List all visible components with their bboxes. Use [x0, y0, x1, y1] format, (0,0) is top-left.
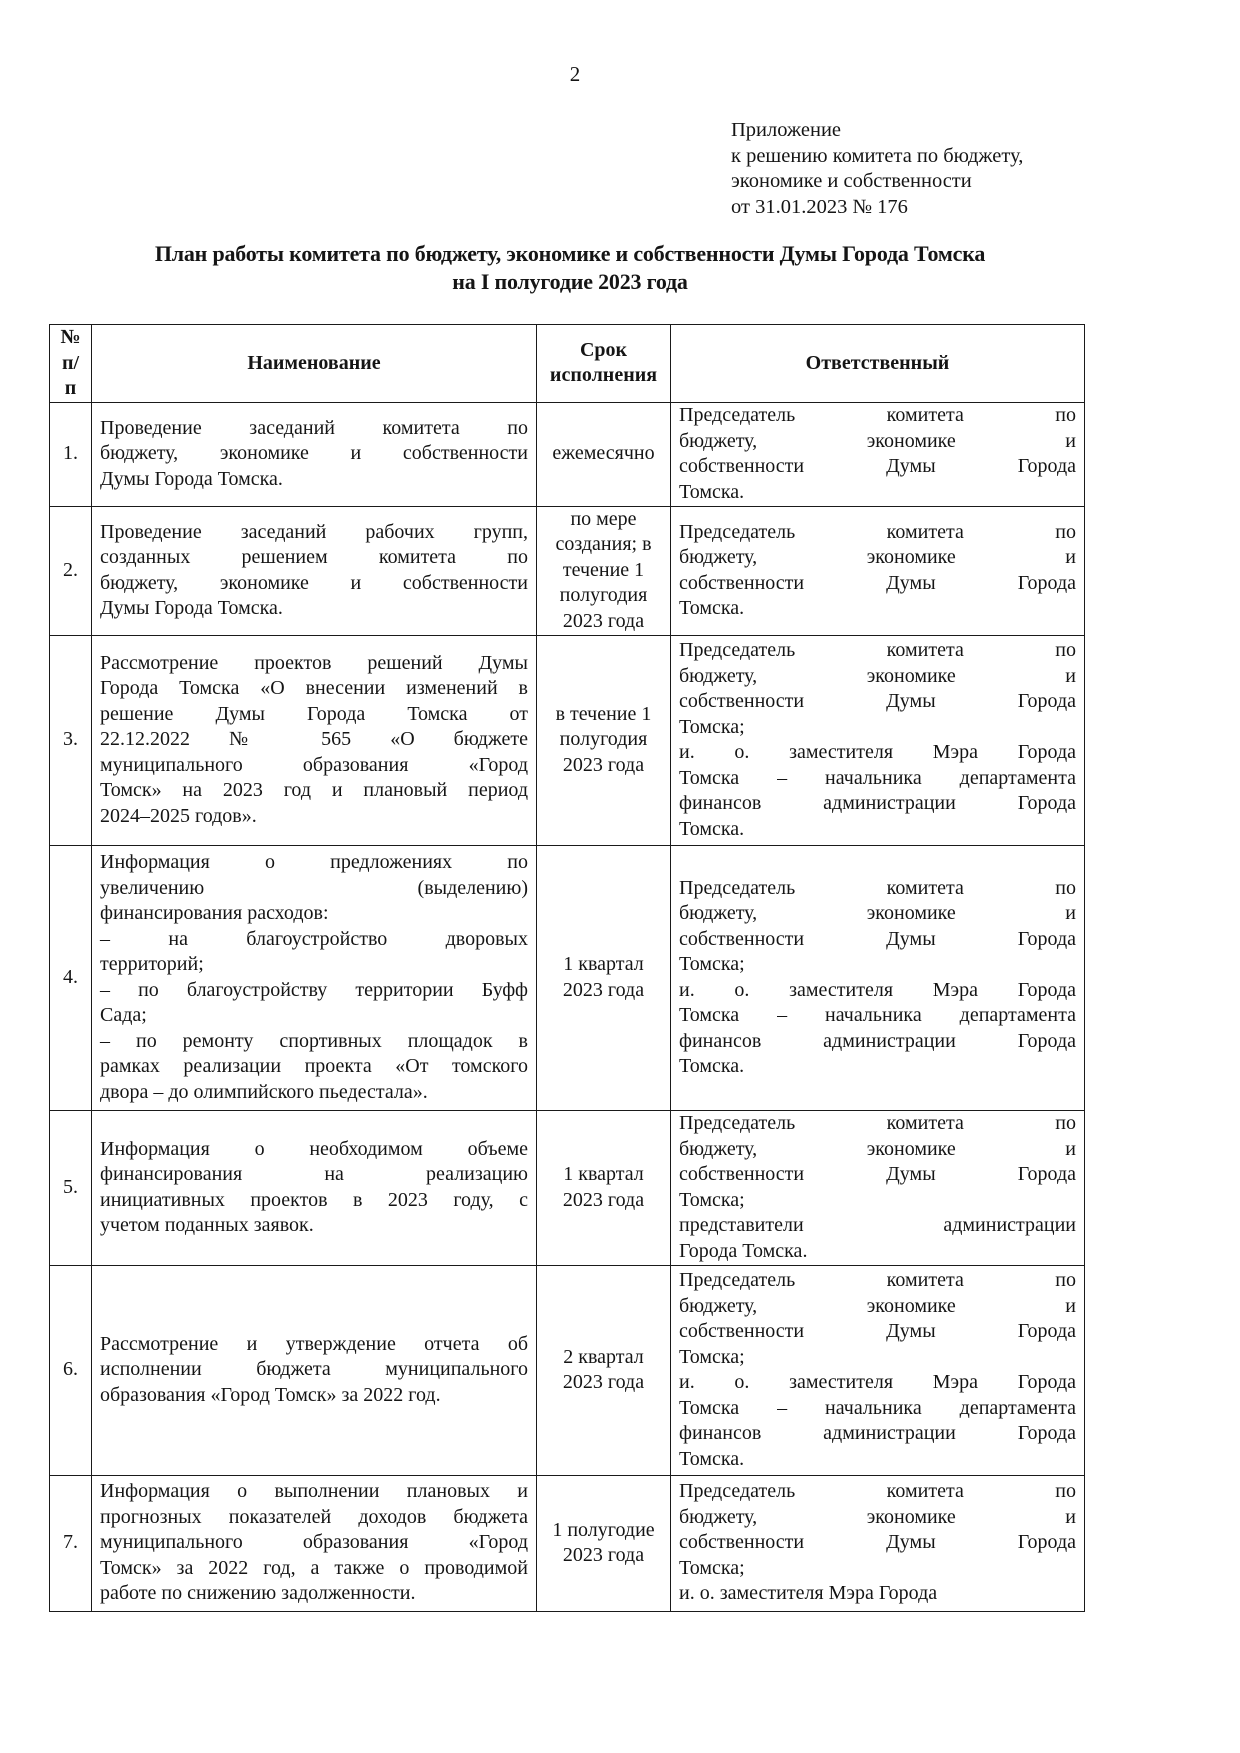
row-responsible-line: Города Томска. — [679, 1239, 808, 1262]
table-row — [50, 506, 1085, 635]
row-name-line: Думы Города Томска. — [100, 597, 283, 619]
row-term-line: по мере — [570, 507, 637, 530]
row-term-line: 1 квартал — [563, 953, 644, 975]
table-row — [50, 635, 1085, 845]
row-name-line: Рассмотрение проектов решений Думы — [100, 651, 528, 674]
work-plan-table — [49, 324, 1085, 1612]
row-term-line: 2023 года — [562, 753, 645, 776]
appendix-line: от 31.01.2023 № 176 — [731, 195, 908, 218]
row-number: 6. — [50, 1265, 92, 1475]
row-number: 2. — [50, 506, 92, 635]
row-name-line: инициативных проектов в 2023 году, с — [100, 1188, 528, 1211]
row-responsible-line: собственности Думы Города — [679, 455, 1076, 477]
row-responsible-line: Томска; — [679, 1188, 745, 1211]
row-name — [92, 1110, 537, 1265]
row-name — [92, 1475, 537, 1611]
row-name-line: работе по снижению задолженности. — [100, 1582, 416, 1605]
page-number: 2 — [569, 62, 581, 86]
row-responsible-line: Председатель комитета по — [679, 1269, 1076, 1291]
row-responsible-line: собственности Думы Города — [679, 1163, 1076, 1185]
row-responsible-line: Томска; — [679, 1556, 745, 1579]
row-name-line: прогнозных показателей доходов бюджета — [100, 1505, 528, 1528]
appendix-line: Приложение — [731, 119, 842, 141]
row-responsible — [671, 1475, 1085, 1611]
row-term-line: течение 1 — [562, 558, 645, 581]
table-row — [50, 1475, 1085, 1611]
row-name-line: Информация о предложениях по — [100, 851, 528, 873]
row-name-line: Города Томска «О внесении изменений в — [100, 677, 528, 700]
row-responsible-line: и. о. заместителя Мэра Города — [679, 978, 1076, 1001]
document-title — [40, 240, 1100, 296]
row-responsible-line: Томска. — [679, 1447, 745, 1470]
row-term — [537, 1265, 671, 1475]
row-responsible-line: бюджету, экономике и — [679, 902, 1076, 924]
row-responsible-line: Председатель комитета по — [679, 404, 1076, 426]
row-name-line: финансирования расходов: — [100, 902, 329, 924]
appendix-block — [731, 118, 1023, 220]
row-responsible-line: Томска. — [679, 817, 745, 840]
header-number — [50, 325, 92, 403]
row-name-line: увеличению (выделению) — [100, 876, 528, 899]
row-responsible-line: собственности Думы Города — [679, 571, 1076, 594]
row-name — [92, 402, 537, 506]
row-term-line: 2023 года — [562, 1188, 645, 1211]
header-term-line: Срок — [579, 338, 628, 361]
row-name-line: Проведение заседаний рабочих групп, — [100, 520, 528, 543]
row-responsible-line: Томска. — [679, 597, 745, 619]
row-name-line: исполнении бюджета муниципального — [100, 1358, 528, 1381]
appendix-line: экономике и собственности — [731, 170, 972, 192]
row-number: 1. — [50, 402, 92, 506]
row-term-line: 2023 года — [562, 1544, 645, 1566]
row-responsible-line: Председатель комитета по — [679, 1112, 1076, 1134]
row-name-line: образования «Город Томск» за 2022 год. — [100, 1383, 441, 1406]
row-responsible-line: Председатель комитета по — [679, 520, 1076, 543]
row-name-line: рамках реализации проекта «От томского — [100, 1055, 528, 1077]
row-responsible — [671, 1265, 1085, 1475]
row-responsible-line: бюджету, экономике и — [679, 546, 1076, 568]
row-name-line: Сада; — [100, 1004, 147, 1026]
row-name-line: – по ремонту спортивных площадок в — [100, 1029, 528, 1052]
row-responsible-line: финансов администрации Города — [679, 1422, 1076, 1444]
row-responsible-line: бюджету, экономике и — [679, 1294, 1076, 1317]
row-responsible-line: Томска; — [679, 715, 745, 738]
row-term — [537, 845, 671, 1110]
row-name-line: – на благоустройство дворовых — [100, 927, 528, 950]
table-row — [50, 402, 1085, 506]
header-name: Наименование — [92, 325, 537, 403]
row-name-line: 22.12.2022 № 565 «О бюджете — [100, 728, 528, 751]
row-term — [537, 635, 671, 845]
row-name-line: муниципального образования «Город — [100, 1531, 528, 1554]
row-responsible-line: и. о. заместителя Мэра Города — [679, 1371, 1076, 1393]
row-name-line: учетом поданных заявок. — [100, 1214, 314, 1236]
row-name — [92, 1265, 537, 1475]
row-responsible — [671, 506, 1085, 635]
row-name-line: Думы Города Томска. — [100, 467, 283, 490]
row-name-line: Проведение заседаний комитета по — [100, 416, 528, 439]
row-responsible-line: собственности Думы Города — [679, 690, 1076, 712]
row-name-line: созданных решением комитета по — [100, 546, 528, 568]
row-name — [92, 635, 537, 845]
row-responsible — [671, 845, 1085, 1110]
header-term-line: исполнения — [549, 364, 658, 387]
row-term-line: 1 полугодие — [552, 1518, 655, 1541]
row-name-line: Томск» на 2023 год и плановый период — [100, 779, 528, 802]
title-line: на I полугодие 2023 года — [452, 269, 688, 294]
row-term-line: 2 квартал — [563, 1345, 644, 1368]
row-name-line: бюджету, экономике и собственности — [100, 442, 528, 465]
row-term-line: ежемесячно — [552, 442, 655, 465]
row-responsible-line: и. о. заместителя Мэра Города — [679, 741, 1076, 763]
row-responsible-line: бюджету, экономике и — [679, 1505, 1076, 1528]
appendix-line: к решению комитета по бюджету, — [731, 144, 1024, 167]
row-name-line: решение Думы Города Томска от — [100, 702, 528, 725]
row-name-line: Информация о выполнении плановых и — [100, 1480, 528, 1503]
row-term — [537, 1110, 671, 1265]
table-row — [50, 1265, 1085, 1475]
row-name — [92, 845, 537, 1110]
row-name-line: территорий; — [100, 953, 204, 975]
row-responsible — [671, 402, 1085, 506]
row-responsible-line: Председатель комитета по — [679, 639, 1076, 661]
row-responsible-line: собственности Думы Города — [679, 1320, 1076, 1342]
row-term-line: создания; в — [555, 533, 652, 556]
row-responsible-line: Председатель комитета по — [679, 876, 1076, 899]
row-responsible-line: финансов администрации Города — [679, 792, 1076, 814]
title-line: План работы комитета по бюджету, экономике и собственности Думы Города Томска — [154, 241, 986, 266]
row-responsible-line: бюджету, экономике и — [679, 429, 1076, 452]
row-responsible-line: Томска – начальника департамента — [679, 1396, 1076, 1419]
row-term-line: полугодия — [559, 728, 648, 751]
row-name — [92, 506, 537, 635]
header-number-line: п/п — [61, 351, 80, 399]
table-header-row — [50, 325, 1085, 403]
row-number: 5. — [50, 1110, 92, 1265]
row-responsible-line: и. о. заместителя Мэра Города — [679, 1582, 938, 1605]
row-term — [537, 1475, 671, 1611]
row-name-line: финансирования на реализацию — [100, 1163, 528, 1185]
row-responsible-line: бюджету, экономике и — [679, 664, 1076, 687]
row-term-line: 2023 года — [562, 1371, 645, 1393]
row-name-line: Информация о необходимом объеме — [100, 1137, 528, 1160]
row-name-line: Томск» за 2022 год, а также о проводимой — [100, 1556, 528, 1579]
row-number: 7. — [50, 1475, 92, 1611]
header-term — [537, 325, 671, 403]
row-responsible-line: представители администрации — [679, 1214, 1076, 1236]
header-number-line: № — [60, 326, 81, 348]
table-row — [50, 1110, 1085, 1265]
row-responsible-line: Томска – начальника департамента — [679, 766, 1076, 789]
header-responsible: Ответственный — [671, 325, 1085, 403]
row-name-line: муниципального образования «Город — [100, 753, 528, 776]
row-term — [537, 402, 671, 506]
row-responsible — [671, 635, 1085, 845]
row-name-line: – по благоустройству территории Буфф — [100, 978, 528, 1001]
row-responsible-line: Томска; — [679, 1345, 745, 1368]
row-name-line: двора – до олимпийского пьедестала». — [100, 1080, 428, 1103]
row-name-line: бюджету, экономике и собственности — [100, 571, 528, 594]
row-term-line: 2023 года — [562, 609, 645, 632]
row-responsible — [671, 1110, 1085, 1265]
row-term — [537, 506, 671, 635]
row-responsible-line: Томска – начальника департамента — [679, 1004, 1076, 1026]
row-name-line: 2024–2025 годов». — [100, 804, 257, 827]
row-responsible-line: Председатель комитета по — [679, 1480, 1076, 1503]
row-responsible-line: Томска; — [679, 953, 745, 975]
row-term-line: 2023 года — [562, 978, 645, 1001]
row-responsible-line: Томска. — [679, 480, 745, 503]
row-term-line: в течение 1 — [555, 702, 652, 725]
row-responsible-line: Томска. — [679, 1055, 745, 1077]
row-responsible-line: собственности Думы Города — [679, 927, 1076, 950]
row-responsible-line: финансов администрации Города — [679, 1029, 1076, 1052]
row-responsible-line: собственности Думы Города — [679, 1531, 1076, 1554]
row-responsible-line: бюджету, экономике и — [679, 1137, 1076, 1160]
row-term-line: полугодия — [559, 584, 648, 607]
row-term-line: 1 квартал — [563, 1163, 644, 1185]
row-name-line: Рассмотрение и утверждение отчета об — [100, 1332, 528, 1355]
table-row — [50, 845, 1085, 1110]
row-number: 4. — [50, 845, 92, 1110]
row-number: 3. — [50, 635, 92, 845]
